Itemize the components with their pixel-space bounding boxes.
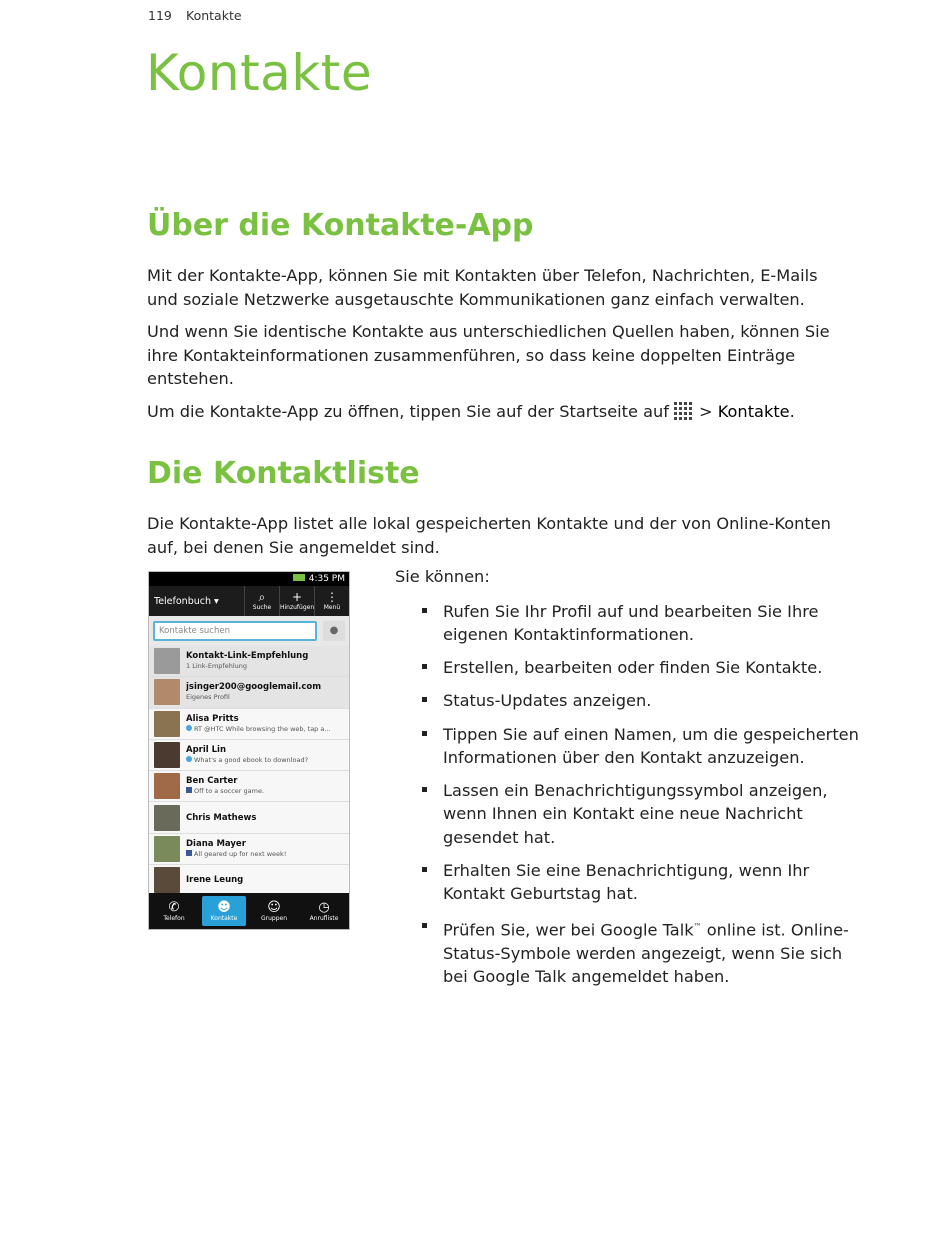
list-item: Lassen ein Benachrichtigungssymbol anzeigen, wenn Ihnen ein Kontakt eine neue Nachricht gesendet hat. <box>420 779 860 849</box>
tab-label: Kontakte <box>210 915 238 922</box>
section-heading-list: Die Kontaktliste <box>147 456 420 491</box>
contact-info <box>186 714 331 734</box>
contact-status-text: All geared up for next week! <box>194 849 287 858</box>
list-item: Erhalten Sie eine Benachrichtigung, wenn Ihr Kontakt Geburtstag hat. <box>420 859 860 906</box>
contact-avatar <box>154 773 180 799</box>
contact-row[interactable] <box>149 834 349 865</box>
contact-status <box>186 661 308 671</box>
menu-button[interactable] <box>314 586 349 616</box>
open-app-end: . <box>789 402 795 421</box>
tab-gruppen[interactable] <box>252 896 296 926</box>
list-item: Rufen Sie Ihr Profil auf und bearbeiten Sie Ihre eigenen Kontaktinformationen. <box>420 600 860 647</box>
paragraph-intro: Mit der Kontakte-App, können Sie mit Kontakten über Telefon, Nachrichten, E-Mails und soziale Netzwerke ausgetauschte Kommunikationen ganz einfach verwalten. <box>147 266 818 309</box>
page-title: Kontakte <box>146 44 373 102</box>
feature-list <box>420 600 860 998</box>
plus-button[interactable] <box>279 586 314 616</box>
contact-info <box>186 651 308 671</box>
bottom-tab-bar <box>149 893 349 929</box>
contact-name: Diana Mayer <box>186 838 246 849</box>
tab-label: Gruppen <box>260 915 288 922</box>
phone-icon: ✆ <box>168 900 180 915</box>
contact-status <box>186 692 321 702</box>
tab-anrufliste[interactable] <box>302 896 346 926</box>
contact-row[interactable] <box>149 740 349 771</box>
tab-label: Telefon <box>163 915 185 922</box>
contact-list <box>149 646 349 896</box>
contact-row[interactable] <box>149 865 349 896</box>
search-icon: ⌕ <box>258 589 266 604</box>
contact-info <box>186 745 308 765</box>
list-item: Erstellen, bearbeiten oder finden Sie Kontakte. <box>420 656 860 679</box>
tab-telefon[interactable] <box>152 896 196 926</box>
list-item: Tippen Sie auf einen Namen, um die gespeicherten Informationen über den Kontakt anzuzeigen. <box>420 723 860 770</box>
running-head <box>148 8 242 23</box>
paragraph-open-app <box>147 400 847 424</box>
contact-avatar <box>154 648 180 674</box>
action-bar <box>149 586 349 616</box>
contact-row[interactable] <box>149 646 349 677</box>
list-item <box>420 915 860 988</box>
paragraph-merge: Und wenn Sie identische Kontakte aus unterschiedlichen Quellen haben, können Sie ihre Kontakteinformationen zusammenführen, so dass keine doppelten Einträge entstehen. <box>147 322 830 388</box>
search-button[interactable] <box>244 586 279 616</box>
search-row <box>149 616 349 646</box>
list-item-text: online ist. Online-Status-Symbole werden angezeigt, wenn Sie sich bei Google Talk angemeldet haben. <box>443 920 849 987</box>
contact-name: Ben Carter <box>186 776 238 787</box>
contacts-search-input[interactable]: Kontakte suchen <box>153 621 317 641</box>
contact-name: April Lin <box>186 745 227 756</box>
contact-info <box>186 776 264 796</box>
contact-row[interactable] <box>149 802 349 833</box>
phone-screenshot <box>148 571 350 930</box>
contact-avatar <box>154 679 180 705</box>
mic-icon[interactable]: ● <box>323 621 345 641</box>
page-number: 119 <box>148 8 172 23</box>
contact-status-text: Eigenes Profil <box>186 693 230 702</box>
contact-status <box>186 755 308 765</box>
contact-status <box>186 849 286 859</box>
action-label: Suche <box>252 603 272 611</box>
status-bar <box>149 572 349 586</box>
contact-name: Chris Mathews <box>186 812 257 823</box>
person-icon: ☻ <box>217 900 231 915</box>
contact-avatar <box>154 867 180 893</box>
status-time: 4:35 PM <box>308 574 345 584</box>
phonebook-title: Telefonbuch ▾ <box>154 595 219 607</box>
contact-info <box>186 839 286 859</box>
paragraph-list: Die Kontakte-App listet alle lokal gespeicherten Kontakte und der von Online-Konten auf, bei denen Sie angemeldet sind. <box>147 514 831 557</box>
trademark-symbol: ™ <box>693 922 702 932</box>
contact-status-text: What's a good ebook to download? <box>194 756 309 765</box>
contact-info <box>186 875 243 885</box>
contact-avatar <box>154 711 180 737</box>
menu-icon: ⋮ <box>326 589 338 604</box>
contact-info <box>186 813 256 823</box>
facebook-icon <box>186 850 192 856</box>
contact-row[interactable] <box>149 771 349 802</box>
contact-status-text: RT @HTC While browsing the web, tap a... <box>194 724 331 733</box>
contact-name: jsinger200@googlemail.com <box>186 682 322 693</box>
group-icon: ☺ <box>267 900 281 915</box>
call-history-icon: ◷ <box>318 900 330 915</box>
twitter-icon <box>186 756 192 762</box>
plus-icon: + <box>291 589 303 604</box>
contact-row[interactable] <box>149 709 349 740</box>
action-label: Hinzufügen <box>280 603 315 611</box>
running-section: Kontakte <box>186 8 242 23</box>
tab-label: Anrufliste <box>309 915 339 922</box>
contact-avatar <box>154 805 180 831</box>
contact-avatar <box>154 836 180 862</box>
contact-info <box>186 682 321 702</box>
contact-status-text: Off to a soccer game. <box>194 787 265 796</box>
contact-status <box>186 724 331 734</box>
open-app-text: Um die Kontakte-App zu öffnen, tippen Sie auf der Startseite auf <box>147 402 669 421</box>
contact-status-text: 1 Link-Empfehlung <box>186 662 248 671</box>
battery-icon <box>293 574 305 581</box>
contact-row[interactable] <box>149 677 349 708</box>
contact-avatar <box>154 742 180 768</box>
action-label: Menü <box>323 603 341 611</box>
contact-name: Alisa Pritts <box>186 713 239 724</box>
list-item: Status-Updates anzeigen. <box>420 689 860 712</box>
list-intro: Sie können: <box>395 567 490 586</box>
contact-name: Kontakt-Link-Empfehlung <box>186 651 309 662</box>
app-grid-icon <box>673 401 693 421</box>
twitter-icon <box>186 725 192 731</box>
section-heading-about: Über die Kontakte-App <box>147 208 534 243</box>
open-app-arrow: > <box>699 402 718 421</box>
contact-status <box>186 786 264 796</box>
tab-kontakte[interactable] <box>202 896 246 926</box>
facebook-icon <box>186 787 192 793</box>
list-item-text: Prüfen Sie, wer bei Google Talk <box>443 920 694 940</box>
open-app-link: Kontakte <box>717 402 790 421</box>
contact-name: Irene Leung <box>186 875 244 886</box>
